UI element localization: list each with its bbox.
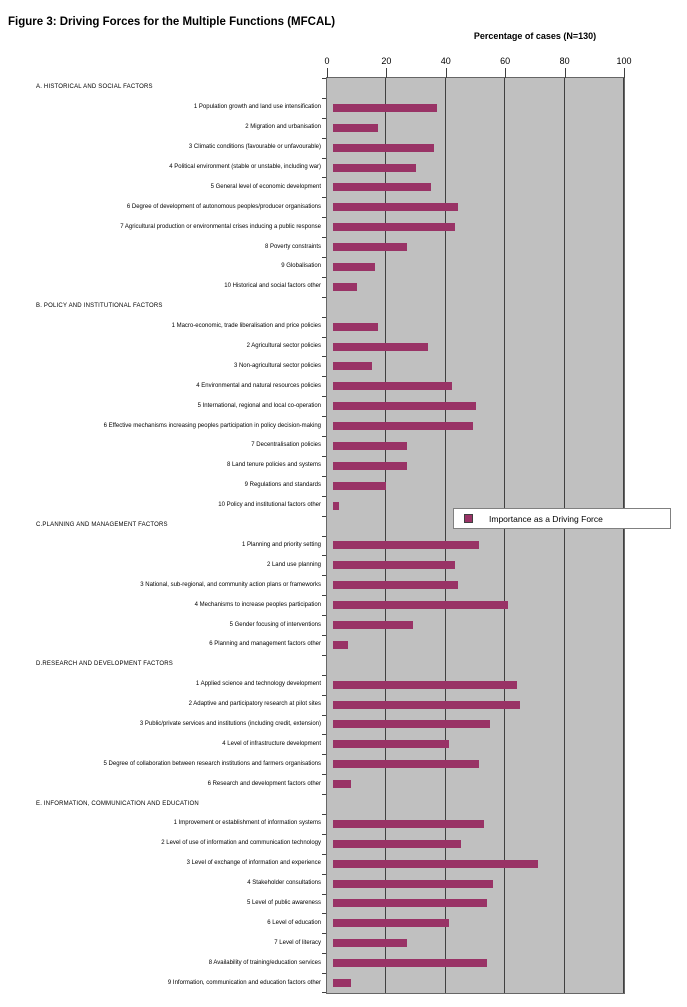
bar-row [0, 536, 687, 556]
x-tick-label-80: 80 [559, 56, 570, 66]
bar [333, 124, 378, 132]
bar-row [0, 913, 687, 933]
bar-row [0, 138, 687, 158]
category-label: 5 General level of economic development [210, 183, 321, 190]
x-tick-label-100: 100 [616, 56, 632, 66]
category-label: 6 Level of education [267, 919, 321, 926]
bar-row [0, 695, 687, 715]
category-label: 9 Information, communication and education factors other [167, 979, 321, 986]
bar-row [0, 734, 687, 754]
bar [333, 104, 437, 112]
x-tick-label-60: 60 [500, 56, 511, 66]
bar [333, 263, 375, 271]
bar-track [333, 635, 630, 655]
x-tick-mark-100 [624, 68, 625, 78]
group-header-label: A. HISTORICAL AND SOCIAL FACTORS [36, 84, 153, 91]
bar-track [333, 894, 630, 914]
bar-row [0, 237, 687, 257]
category-label: 1 Improvement or establishment of information systems [173, 820, 321, 827]
category-label: 4 Political environment (stable or unstable, including war) [169, 164, 321, 170]
bar-row [0, 337, 687, 357]
bar-track [333, 595, 630, 615]
bar [333, 442, 407, 450]
bar-track [333, 675, 630, 695]
category-label: 7 Agricultural production or environmental crises inducing a public response [120, 223, 321, 230]
bar-row [0, 874, 687, 894]
bar-row [0, 257, 687, 277]
bar-track [333, 456, 630, 476]
category-label: 4 Environmental and natural resources policies [196, 382, 321, 389]
bar-row [0, 953, 687, 973]
bar-row [0, 317, 687, 337]
bar-track [333, 356, 630, 376]
bar [333, 919, 449, 927]
bar-track [333, 337, 630, 357]
category-label: 4 Mechanisms to increase peoples participation [194, 601, 321, 608]
bar-row [0, 158, 687, 178]
bar [333, 860, 538, 868]
legend-label: Importance as a Driving Force [489, 513, 603, 524]
category-label: 3 Non-agricultural sector policies [233, 362, 321, 369]
bar-row [0, 615, 687, 635]
bar-track [333, 953, 630, 973]
bar-row [0, 555, 687, 575]
bar [333, 880, 493, 888]
category-label: 6 Research and development factors other [207, 780, 321, 787]
bar [333, 422, 473, 430]
category-label: 2 Adaptive and participatory research at pilot sites [188, 701, 321, 708]
bar-track [333, 933, 630, 953]
bar-row [0, 933, 687, 953]
bar-track [333, 118, 630, 138]
bar-row [0, 118, 687, 138]
bar-track [333, 874, 630, 894]
category-label: 9 Globalisation [281, 263, 321, 270]
category-label: 3 National, sub-regional, and community action plans or frameworks [140, 581, 321, 588]
category-label: 10 Historical and social factors other [224, 283, 321, 290]
bar [333, 820, 484, 828]
bar [333, 780, 351, 788]
bar-track [333, 973, 630, 993]
bar [333, 283, 357, 291]
category-label: 6 Degree of development of autonomous peoples/producer organisations [126, 203, 321, 210]
bar [333, 183, 431, 191]
x-tick-mark-40 [446, 68, 447, 78]
x-tick-mark-0 [327, 68, 328, 78]
bar-track [333, 158, 630, 178]
bar-track [333, 575, 630, 595]
chart-title: Figure 3: Driving Forces for the Multiple Functions (MFCAL) [8, 16, 336, 28]
bar-row [0, 854, 687, 874]
category-label: 6 Planning and management factors other [209, 641, 321, 648]
bar-track [333, 217, 630, 237]
category-label: 2 Level of use of information and communication technology [161, 840, 321, 847]
bar [333, 323, 378, 331]
category-label: 7 Decentralisation policies [251, 442, 321, 449]
group-header-row [0, 78, 687, 98]
x-tick-mark-60 [505, 68, 506, 78]
bar-row [0, 774, 687, 794]
category-label: 5 International, regional and local co-operation [197, 402, 321, 409]
x-tick-label-0: 0 [324, 56, 330, 66]
bar-track [333, 615, 630, 635]
bar-track [333, 774, 630, 794]
category-label: 6 Effective mechanisms increasing peoples participation in policy decision-making [103, 422, 321, 429]
bar [333, 939, 407, 947]
bar [333, 601, 508, 609]
bar-row [0, 177, 687, 197]
bar-track [333, 237, 630, 257]
category-label: 1 Applied science and technology development [195, 681, 321, 688]
bar [333, 462, 407, 470]
category-label: 7 Level of literacy [274, 939, 321, 946]
bar-row [0, 217, 687, 237]
bar-track [333, 257, 630, 277]
category-label: 3 Level of exchange of information and experience [186, 860, 321, 867]
bar-track [333, 913, 630, 933]
category-label: 2 Land use planning [266, 561, 321, 568]
category-label: 1 Planning and priority setting [241, 541, 321, 548]
category-label: 2 Migration and urbanisation [245, 124, 321, 131]
bar-track [333, 854, 630, 874]
bar [333, 840, 461, 848]
bar-row [0, 197, 687, 217]
bar-track [333, 695, 630, 715]
bar-track [333, 734, 630, 754]
bar-row [0, 456, 687, 476]
bar-track [333, 197, 630, 217]
group-header-label: B. POLICY AND INSTITUTIONAL FACTORS [36, 303, 163, 310]
bar-rows [0, 78, 687, 993]
bar-track [333, 396, 630, 416]
bar [333, 343, 428, 351]
bar [333, 164, 416, 172]
bar-row [0, 754, 687, 774]
category-label: 5 Gender focusing of interventions [229, 621, 321, 628]
bar [333, 502, 339, 510]
bar-track [333, 98, 630, 118]
bar-row [0, 98, 687, 118]
bar-row [0, 277, 687, 297]
bar-track [333, 555, 630, 575]
category-label: 4 Stakeholder consultations [247, 880, 321, 887]
bar [333, 621, 413, 629]
bar [333, 243, 407, 251]
category-label: 9 Regulations and standards [244, 482, 321, 489]
bar-track [333, 536, 630, 556]
bar-row [0, 476, 687, 496]
category-label: 5 Level of public awareness [246, 899, 321, 906]
bar [333, 541, 479, 549]
bar [333, 362, 372, 370]
category-label: 2 Agricultural sector policies [246, 343, 321, 350]
x-axis-title: Percentage of cases (N=130) [473, 31, 597, 41]
category-label: 8 Availability of training/education services [208, 959, 321, 966]
x-tick-mark-80 [565, 68, 566, 78]
bar-row [0, 416, 687, 436]
x-tick-label-40: 40 [440, 56, 451, 66]
bar-track [333, 834, 630, 854]
bar-row [0, 973, 687, 993]
bar [333, 482, 386, 490]
bar-track [333, 177, 630, 197]
bar [333, 402, 476, 410]
bar [333, 899, 487, 907]
bar-track [333, 436, 630, 456]
bar [333, 382, 452, 390]
group-header-label: D.RESEARCH AND DEVELOPMENT FACTORS [36, 661, 173, 668]
legend [453, 508, 671, 529]
x-tick-label-20: 20 [381, 56, 392, 66]
bar-track [333, 814, 630, 834]
bar-row [0, 396, 687, 416]
group-header-row [0, 297, 687, 317]
bar-row [0, 814, 687, 834]
bar-track [333, 277, 630, 297]
bar-row [0, 715, 687, 735]
bar-row [0, 376, 687, 396]
bar [333, 144, 434, 152]
x-tick-mark-20 [386, 68, 387, 78]
bar [333, 641, 348, 649]
bar [333, 959, 487, 967]
bar [333, 203, 458, 211]
bar [333, 720, 490, 728]
bar [333, 740, 449, 748]
bar-row [0, 436, 687, 456]
bar-row [0, 894, 687, 914]
legend-marker-swatch [464, 514, 473, 523]
category-label: 3 Climatic conditions (favourable or unfavourable) [188, 144, 321, 151]
bar [333, 760, 479, 768]
bar-track [333, 416, 630, 436]
bar [333, 979, 351, 987]
bar-track [333, 138, 630, 158]
category-label: 4 Level of infrastructure development [222, 740, 321, 747]
group-header-label: C.PLANNING AND MANAGEMENT FACTORS [36, 522, 168, 529]
bar-row [0, 356, 687, 376]
bar-track [333, 754, 630, 774]
bar-track [333, 476, 630, 496]
bar [333, 581, 458, 589]
bar-row [0, 575, 687, 595]
category-label: 10 Policy and institutional factors other [218, 502, 321, 509]
group-header-label: E. INFORMATION, COMMUNICATION AND EDUCATION [36, 800, 199, 807]
x-axis-tick-labels [0, 56, 687, 68]
bar [333, 223, 455, 231]
bar [333, 701, 520, 709]
category-label: 8 Land tenure policies and systems [226, 462, 321, 469]
bar-row [0, 635, 687, 655]
bar-track [333, 715, 630, 735]
group-header-row [0, 794, 687, 814]
bar [333, 561, 455, 569]
bar-row [0, 834, 687, 854]
bar-track [333, 317, 630, 337]
category-label: 5 Degree of collaboration between research institutions and farmers organisations [103, 760, 321, 767]
category-label: 1 Population growth and land use intensification [193, 104, 321, 111]
bar-row [0, 595, 687, 615]
category-label: 3 Public/private services and institutions (including credit, extension) [139, 720, 321, 727]
category-label: 1 Macro-economic, trade liberalisation and price policies [171, 323, 321, 330]
category-label: 8 Poverty constraints [264, 243, 321, 250]
group-header-row [0, 655, 687, 675]
bar-track [333, 376, 630, 396]
bar-row [0, 675, 687, 695]
bar [333, 681, 517, 689]
